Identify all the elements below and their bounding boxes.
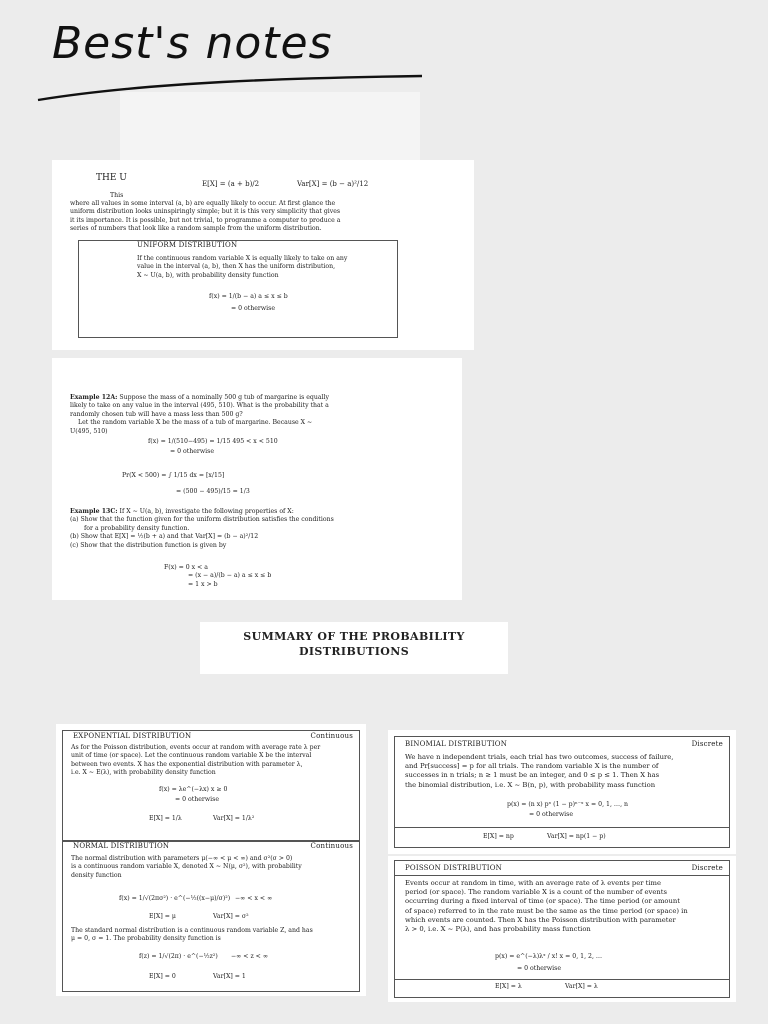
std-pdf: f(z) = 1/√(2π) · e^(−½z²)	[139, 953, 218, 960]
continuous-card	[56, 724, 366, 996]
poisson-box	[394, 860, 730, 998]
text-line: unit of time (or space). Let the continuous random variable X be the interval	[71, 752, 312, 760]
partial-line: This	[110, 192, 124, 199]
example-line: likely to take on any value in the interval (495, 510). What is the probability that a	[70, 402, 329, 410]
normal-mean: E[X] = μ	[149, 913, 176, 920]
box-line: If the continuous random variable X is equally likely to take on any	[137, 255, 348, 262]
uniform-box-title: UNIFORM DISTRIBUTION	[137, 241, 238, 249]
text-line: which events are counted. Then X has the Poisson distribution with parameter	[405, 915, 676, 924]
text-line: between two events. X has the exponential distribution with parameter λ,	[71, 760, 303, 768]
var-formula: Var[X] = (b − a)²/12	[297, 180, 369, 188]
example-line: If X ~ U(a, b), investigate the following properties of X:	[119, 508, 294, 515]
binomial-card	[388, 730, 736, 854]
binomial-kind: Discrete	[691, 740, 723, 748]
poisson-bottom-divider	[395, 979, 729, 980]
text-line: successes in n trials; n ≥ 1 must be an integer, and 0 ≤ p ≤ 1. Then X has	[405, 771, 660, 780]
binomial-divider	[395, 827, 729, 828]
text-line: The normal distribution with parameters μ(−∞ < μ < ∞) and σ²(σ > 0)	[71, 855, 293, 862]
example-13c	[70, 508, 450, 550]
text-line: occurring during a fixed interval of time (or space). The time period (or amount	[405, 897, 680, 906]
uniform-heading: THE U	[96, 173, 127, 183]
mean-formula: E[X] = (a + b)/2	[202, 180, 260, 188]
exp-pdf-2: = 0 otherwise	[175, 796, 219, 803]
text-line: is a continuous random variable X, denoted X ~ N(μ, σ²), with probability	[71, 863, 302, 871]
example-line: Suppose the mass of a nominally 500 g tub of margarine is equally	[119, 394, 330, 401]
text-line: and Pr[success] = p for all trials. The random variable X is the number of	[405, 762, 659, 771]
exponential-text	[71, 744, 357, 778]
text-line: μ = 0, σ = 1. The probability density function is	[71, 935, 221, 943]
item-line: (b) Show that E[X] = ½(b + a) and that Var[X] = (b − a)²/12	[70, 533, 259, 541]
binomial-pmf-2: = 0 otherwise	[529, 811, 573, 818]
poisson-var: Var[X] = λ	[565, 983, 598, 990]
text-line: Events occur at random in time, with an average rate of λ events per time	[405, 879, 662, 887]
std-var: Var[X] = 1	[213, 973, 246, 980]
std-range: −∞ < z < ∞	[231, 953, 268, 960]
exponential-title: EXPONENTIAL DISTRIBUTION	[73, 732, 192, 740]
normal-text	[71, 855, 357, 880]
summary-line-1: SUMMARY OF THE PROBABILITY	[243, 630, 465, 643]
exponential-kind: Continuous	[310, 732, 353, 740]
item-line: (a) Show that the function given for the uniform distribution satisfies the conditions	[70, 516, 334, 524]
examples-card	[52, 358, 462, 600]
uniform-pdf-1: f(x) = 1/(b − a) a ≤ x ≤ b	[209, 293, 288, 300]
normal-pdf: f(x) = 1/√(2πσ²) · e^(−½((x−μ)/σ)²)	[119, 895, 231, 902]
text-line: As for the Poisson distribution, events occur at random with average rate λ per	[71, 744, 321, 751]
binomial-box	[394, 736, 730, 848]
eq-3: Pr(X < 500) = ∫ 1/15 dx = [x/15]	[122, 472, 225, 479]
text-line: The standard normal distribution is a continuous random variable Z, and has	[71, 927, 313, 934]
poisson-card	[388, 856, 736, 1002]
poisson-mean: E[X] = λ	[495, 983, 522, 990]
example-line: randomly chosen tub will have a mass less than 500 g?	[70, 410, 243, 418]
text-line: of space) referred to in the rate must be the same as the time period (or space) in	[405, 906, 688, 915]
uniform-box	[78, 240, 398, 338]
box-line: X ~ U(a, b), with probability density function	[137, 271, 279, 279]
normal-box	[62, 840, 360, 992]
example-line: Let the random variable X be the mass of a tub of margarine. Because X ~	[78, 419, 313, 427]
binomial-title: BINOMIAL DISTRIBUTION	[405, 740, 508, 748]
binomial-text	[405, 753, 727, 790]
example-13c-label: Example 13C:	[70, 508, 118, 515]
normal-range: −∞ < x < ∞	[235, 895, 273, 902]
poisson-text	[405, 879, 727, 934]
cdf-line: = 1 x > b	[188, 580, 218, 588]
poisson-title: POISSON DISTRIBUTION	[405, 864, 502, 872]
uniform-box-text	[137, 255, 397, 280]
example-12a	[70, 394, 450, 436]
text-line: the binomial distribution, i.e. X ~ B(n, p), with probability mass function	[405, 780, 656, 789]
intro-line: uniform distribution looks uninspiringly simple; but it is this very simplicity that gives	[70, 208, 341, 216]
text-line: i.e. X ~ E(λ), with probability density function	[71, 769, 216, 777]
uniform-card	[52, 160, 474, 350]
item-line: for a probability density function.	[84, 524, 190, 532]
poisson-divider	[395, 875, 729, 876]
exponential-box	[62, 730, 360, 842]
eq-4: = (500 − 495)/15 = 1/3	[176, 488, 250, 495]
poisson-pmf-2: = 0 otherwise	[517, 965, 561, 972]
title-text: Best's notes	[52, 18, 333, 69]
eq-1: f(x) = 1/(510−495) = 1/15 495 < x < 510	[148, 438, 278, 445]
example-12a-label: Example 12A:	[70, 394, 118, 401]
item-line: (c) Show that the distribution function is given by	[70, 541, 227, 549]
binomial-var: Var[X] = np(1 − p)	[547, 833, 606, 840]
faded-block	[120, 92, 420, 162]
std-mean: E[X] = 0	[149, 973, 176, 980]
handwritten-title	[52, 18, 333, 69]
uniform-intro	[70, 200, 460, 234]
text-line: density function	[71, 871, 122, 879]
box-line: value in the interval (a, b), then X has the uniform distribution,	[137, 263, 336, 271]
normal-var: Var[X] = σ²	[213, 913, 249, 920]
example-line: U(495, 510)	[70, 427, 108, 435]
summary-card	[200, 622, 508, 674]
poisson-kind: Discrete	[691, 864, 723, 872]
intro-line: it its importance. It is possible, but not trivial, to programme a computer to produce a	[70, 216, 341, 224]
cdf	[164, 564, 271, 589]
text-line: We have n independent trials, each trial has two outcomes, success of failure,	[405, 753, 674, 761]
uniform-pdf-2: = 0 otherwise	[231, 305, 275, 312]
exp-var: Var[X] = 1/λ²	[213, 815, 255, 822]
exp-mean: E[X] = 1/λ	[149, 815, 182, 822]
intro-line: where all values in some interval (a, b) are equally likely to occur. At first glance the	[70, 200, 336, 207]
cdf-line: = (x − a)/(b − a) a ≤ x ≤ b	[188, 572, 272, 580]
normal-kind: Continuous	[310, 842, 353, 850]
eq-2: = 0 otherwise	[170, 448, 214, 455]
poisson-pmf-1: p(x) = e^(−λ)λˣ / x! x = 0, 1, 2, …	[495, 953, 603, 960]
binomial-mean: E[X] = np	[483, 833, 514, 840]
cdf-line: F(x) = 0 x < a	[164, 564, 208, 571]
intro-line: series of numbers that look like a random sample from the uniform distribution.	[70, 225, 322, 233]
normal-title: NORMAL DISTRIBUTION	[73, 842, 170, 850]
text-line: period (or space). The random variable X is a count of the number of events	[405, 888, 668, 897]
text-line: λ > 0, i.e. X ~ P(λ), and has probability mass function	[405, 925, 591, 934]
std-normal-text	[71, 927, 357, 944]
summary-line-2: DISTRIBUTIONS	[298, 645, 410, 658]
exp-pdf-1: f(x) = λe^(−λx) x ≥ 0	[159, 786, 228, 793]
binomial-pmf-1: p(x) = (n x) pˣ (1 − p)ⁿ⁻ˣ x = 0, 1, …, n	[507, 801, 629, 808]
